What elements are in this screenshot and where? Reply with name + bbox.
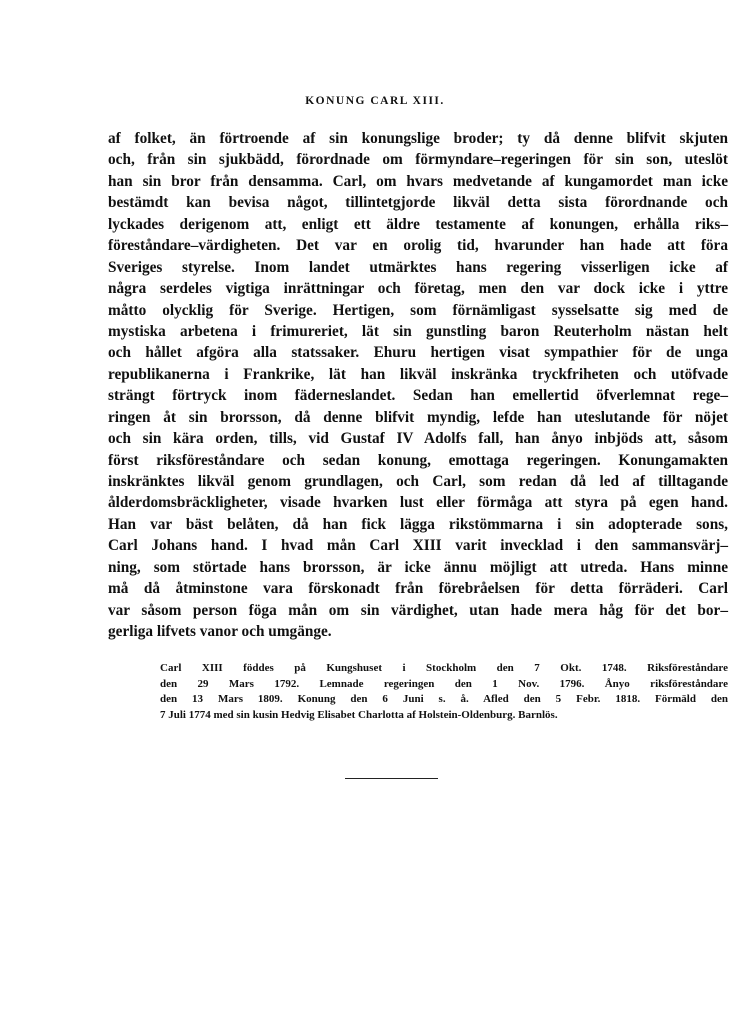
text-line: bestämdt kan bevisa något, tillintetgjorde likväl detta sista förordnande och <box>108 194 728 212</box>
text-line: lyckades derigenom att, enligt ett äldre testamente af konungen, erhålla riks– <box>108 215 728 233</box>
text-line: ning, som störtade hans brorsson, är icke ännu möjligt att utreda. Hans minne <box>108 558 728 576</box>
text-line: ringen åt sin brorsson, då denne blifvit myndig, lefde han uteslutande för nöjet <box>108 408 728 426</box>
text-line: må då åtminstone vara förskonadt från förebråelsen för detta förräderi. Carl <box>108 580 728 598</box>
running-header: KONUNG CARL XIII. <box>305 95 445 107</box>
text-line: af folket, än förtroende af sin konungslige broder; ty då denne blifvit skjuten <box>108 130 728 147</box>
text-line: måtto olycklig för Sverige. Hertigen, som förnämligast sysselsatte sig med de <box>108 301 728 319</box>
biographical-note <box>160 661 728 724</box>
text-line: och sin kära orden, tills, vid Gustaf IV Adolfs fall, han ånyo inbjöds att, såsom <box>108 430 728 448</box>
text-line: Han var bäst belåten, då han fick lägga rikstömmarna i sin adopterade sons, <box>108 515 728 533</box>
note-line: den 29 Mars 1792. Lemnade regeringen den 1 Nov. 1796. Ånyo riksföreståndare <box>160 677 728 690</box>
text-line: strängt förtryck inom fäderneslandet. Sedan han emellertid öfverlemnat rege– <box>108 387 728 405</box>
note-line: den 13 Mars 1809. Konung den 6 Juni s. å. Afled den 5 Febr. 1818. Förmäld den <box>160 693 728 706</box>
note-line: Carl XIII föddes på Kungshuset i Stockholm den 7 Okt. 1748. Riksföreståndare <box>160 662 728 674</box>
body-text <box>108 128 728 643</box>
text-line: först riksföreståndare och sedan konung, emottaga regeringen. Konungamakten <box>108 451 728 469</box>
text-line: mystiska arbetena i frimureriet, lät sin gunstling baron Reuterholm nästan helt <box>108 322 728 340</box>
end-rule-divider <box>345 778 438 779</box>
text-line: var såsom person föga mån om sin värdighet, utan hade mera håg för det bor– <box>108 601 728 619</box>
text-line: inskränktes likväl genom grundlagen, och Carl, som redan då led af tilltagande <box>108 473 728 490</box>
text-line: Sveriges styrelse. Inom landet utmärktes hans regering visserligen icke af <box>108 258 728 276</box>
text-line: Carl Johans hand. I hvad mån Carl XIII varit invecklad i den sammansvärj– <box>108 537 728 555</box>
text-line: föreståndare–värdigheten. Det var en orolig tid, hvarunder han hade att föra <box>108 237 728 255</box>
text-line: gerliga lifvets vanor och umgänge. <box>108 623 332 641</box>
text-line: några serdeles vigtiga inrättningar och företag, men den var dock icke i yttre <box>108 280 728 298</box>
text-line: och, från sin sjukbädd, förordnade om förmyndare–regeringen för sin son, uteslöt <box>108 151 728 169</box>
note-line: 7 Juli 1774 med sin kusin Hedvig Elisabet Charlotta af Holstein-Oldenburg. Barnlös. <box>160 709 558 722</box>
text-line: ålderdomsbräckligheter, visade hvarken lust eller förmåga att styra på egen hand. <box>108 494 728 512</box>
text-line: republikanerna i Frankrike, lät han likväl inskränka tryckfriheten och utöfvade <box>108 365 728 383</box>
text-line: han sin bror från densamma. Carl, om hvars medvetande af kungamordet man icke <box>108 172 728 190</box>
text-line: och hållet afgöra alla statssaker. Ehuru hertigen visat sympathier för de unga <box>108 344 728 362</box>
